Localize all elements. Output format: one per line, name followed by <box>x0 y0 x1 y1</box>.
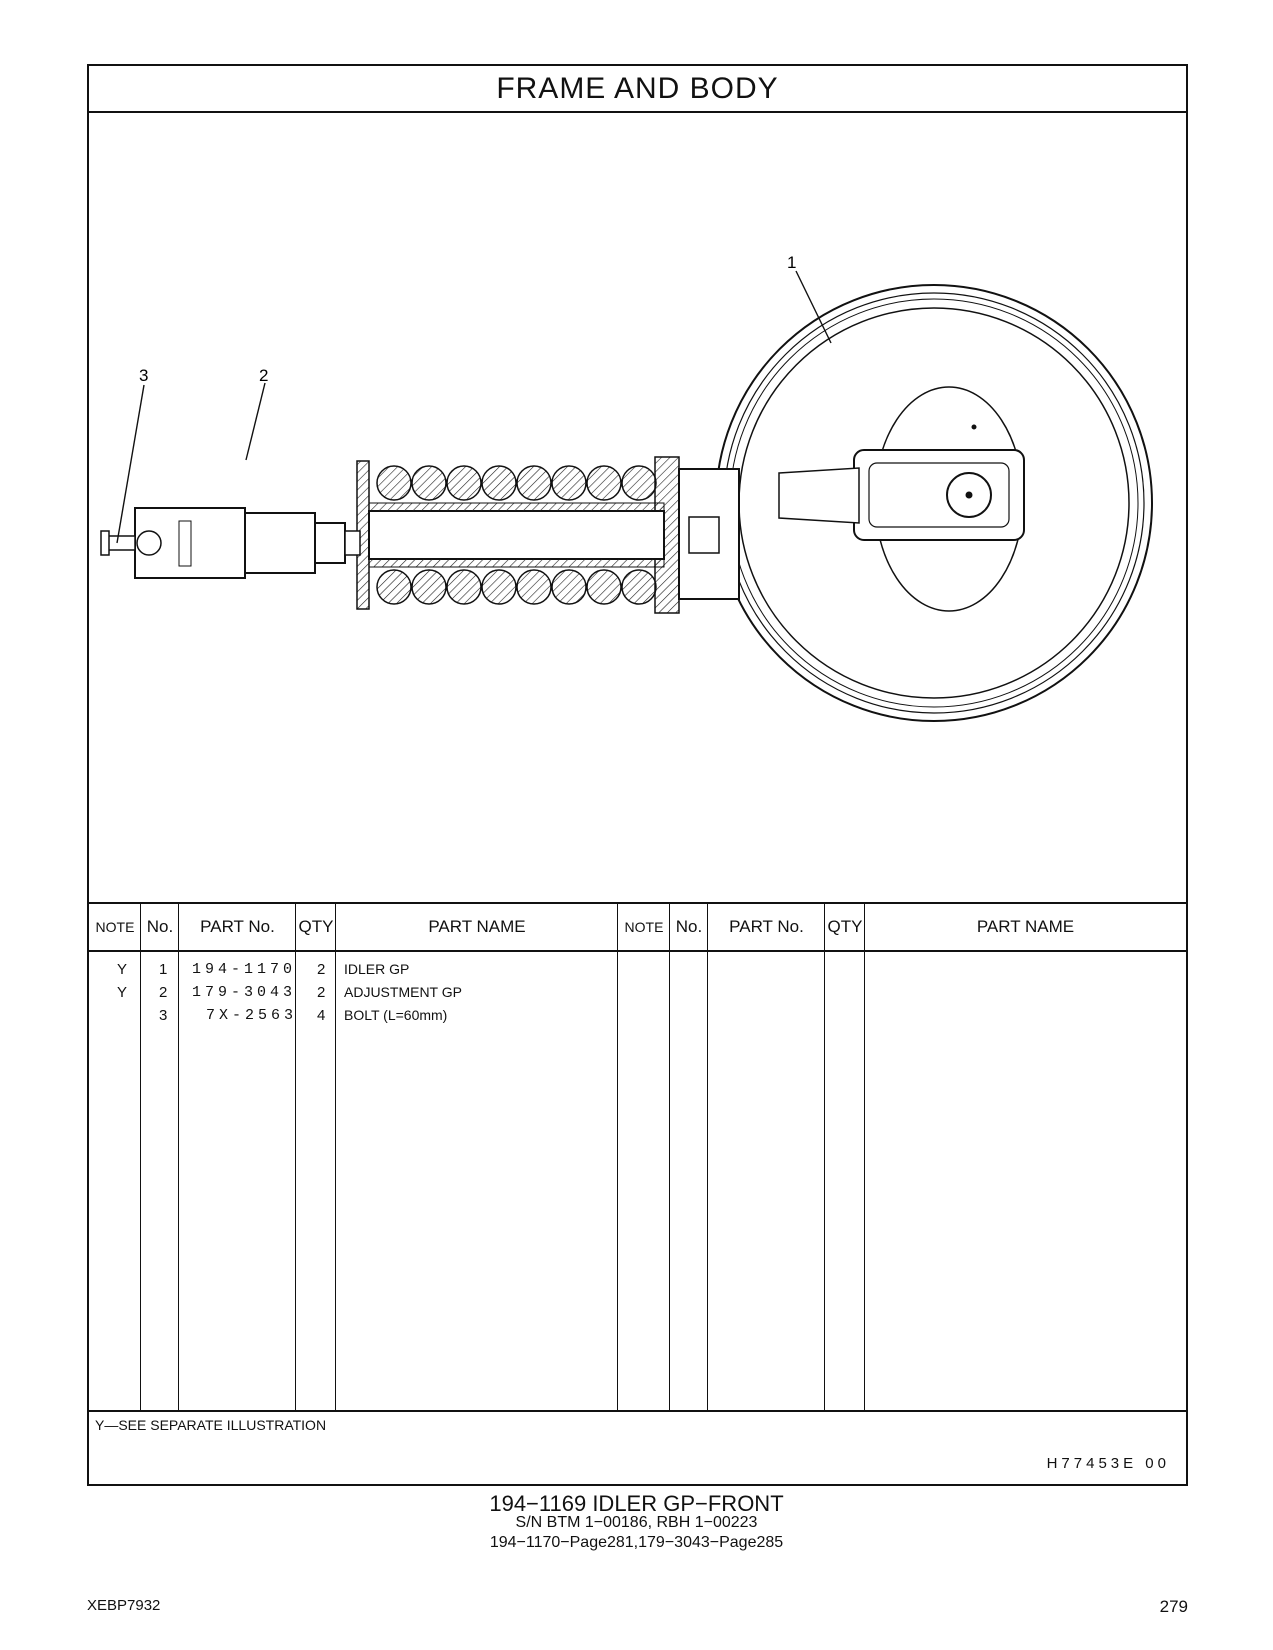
table-row <box>89 1004 729 1027</box>
page-frame <box>87 64 1188 1486</box>
header-no-right: No. <box>675 917 703 936</box>
header-qty-right: QTY <box>827 917 863 936</box>
table-row <box>89 981 729 1004</box>
row-note: Y <box>117 961 128 978</box>
callout-1-label: 1 <box>787 253 797 272</box>
row-part-no: 194-1170 <box>192 961 297 978</box>
header-part-no: PART No. <box>200 917 275 936</box>
row-qty: 2 <box>317 984 326 1001</box>
footnote: Y—SEE SEPARATE ILLUSTRATION <box>95 1417 327 1433</box>
row-qty: 2 <box>317 961 326 978</box>
row-part-name: ADJUSTMENT GP <box>344 984 462 1000</box>
group-title: 194−1169 IDLER GP−FRONT <box>489 1491 784 1516</box>
row-part-no: 179-3043 <box>192 984 297 1001</box>
page-cross-reference: 194−1170−Page281,179−3043−Page285 <box>489 1534 784 1551</box>
row-note: Y <box>117 984 128 1001</box>
parts-table <box>89 902 1186 1412</box>
header-divider <box>89 950 1186 952</box>
row-part-name: BOLT (L=60mm) <box>344 1007 448 1023</box>
adjustment-cylinder-drawing <box>101 508 360 578</box>
header-note-right: NOTE <box>624 919 664 935</box>
row-part-no: 7X-2563 <box>206 1007 298 1024</box>
table-row <box>89 958 729 981</box>
header-no: No. <box>146 917 174 936</box>
row-part-name: IDLER GP <box>344 961 410 977</box>
header-part-name: PART NAME <box>428 917 526 936</box>
header-part-name-right: PART NAME <box>976 917 1075 936</box>
page-number: 279 <box>1159 1597 1188 1616</box>
publication-number: XEBP7932 <box>87 1597 161 1614</box>
row-qty: 4 <box>317 1007 326 1024</box>
row-no: 2 <box>159 984 168 1001</box>
callout-2-label: 2 <box>259 366 269 385</box>
idler-wheel-drawing <box>716 285 1152 721</box>
header-qty: QTY <box>298 917 334 936</box>
parts-illustration <box>89 113 1186 903</box>
col-qty-right <box>825 904 865 1410</box>
callout-3-label: 3 <box>139 366 149 385</box>
illustration-reference: H77453E 00 <box>1046 1455 1170 1472</box>
recoil-spring-drawing <box>357 457 739 613</box>
row-no: 1 <box>159 961 168 978</box>
header-note: NOTE <box>95 919 135 935</box>
serial-number-range: S/N BTM 1−00186, RBH 1−00223 <box>515 1514 758 1531</box>
page-title: FRAME AND BODY <box>89 66 1186 113</box>
row-no: 3 <box>159 1007 168 1024</box>
header-part-no-right: PART No. <box>729 917 804 936</box>
